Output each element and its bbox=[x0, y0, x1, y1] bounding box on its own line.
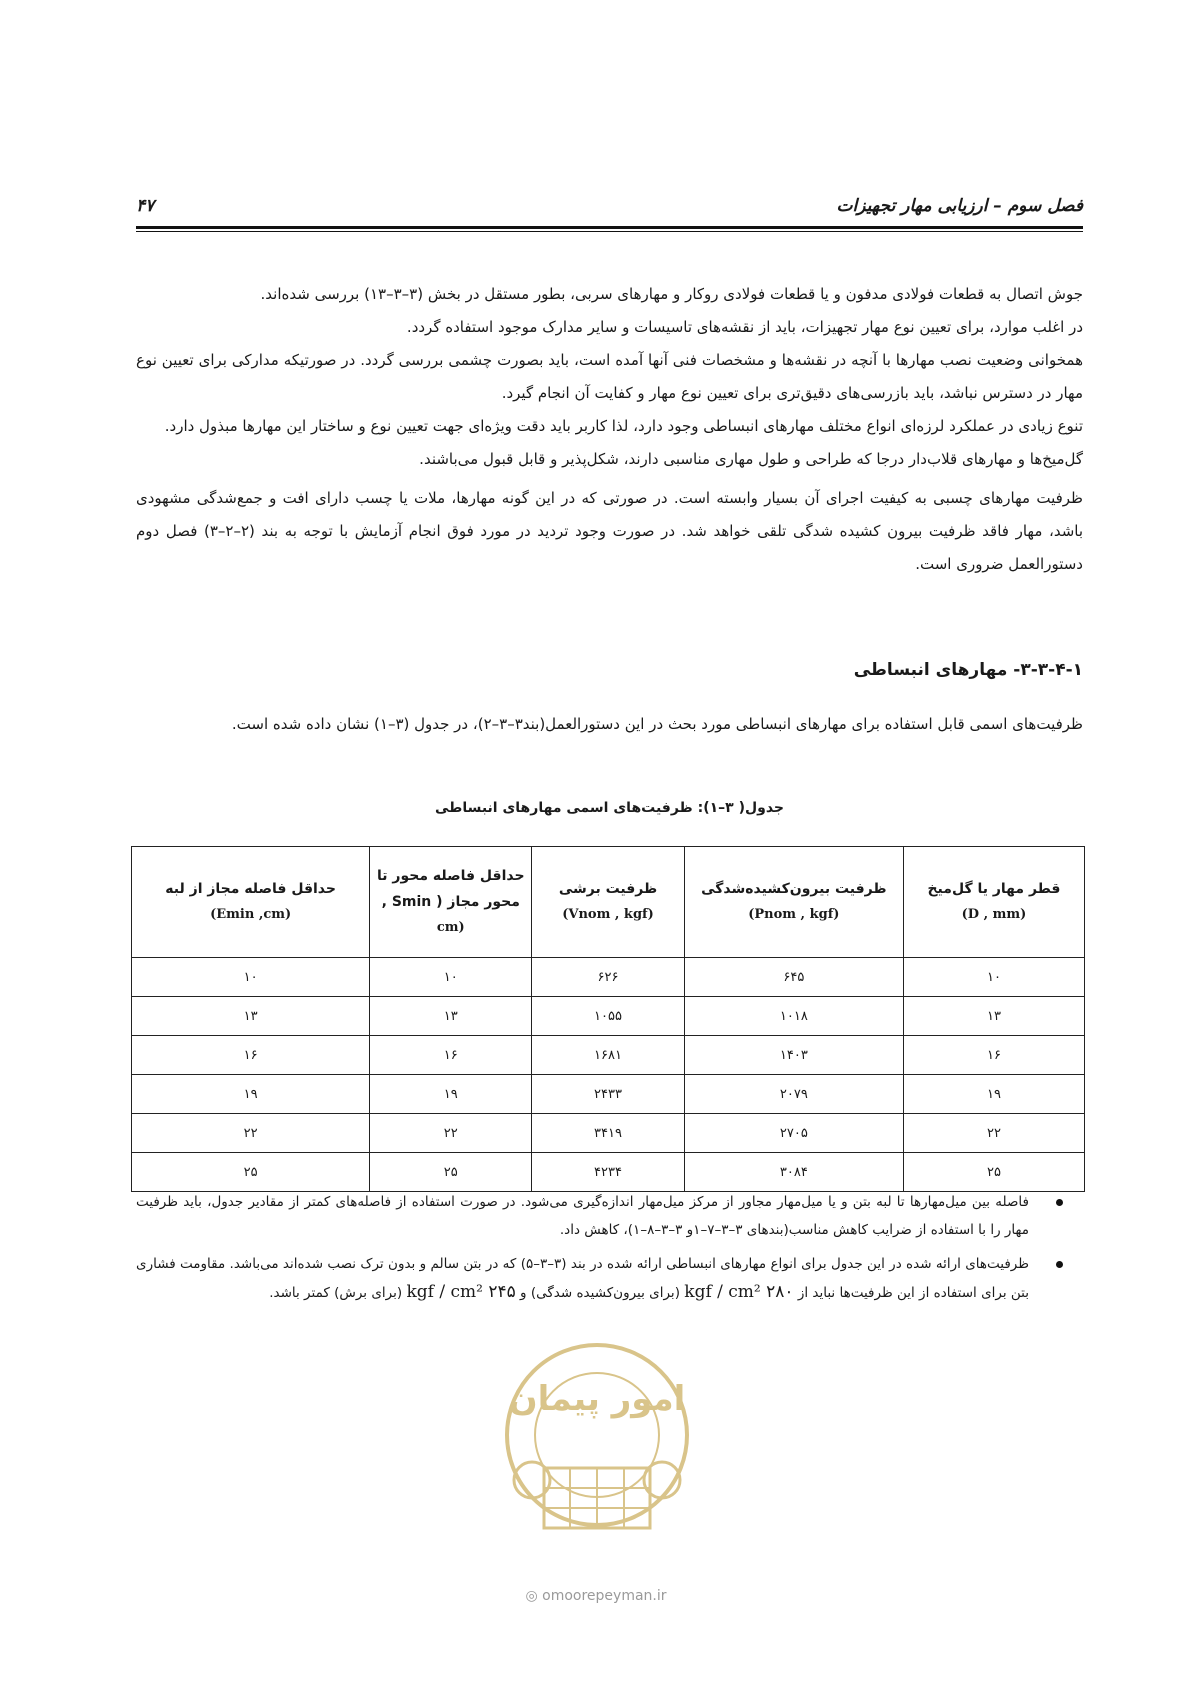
header-unit: (D , mm) bbox=[961, 907, 1027, 922]
table-cell: ۱۹ bbox=[903, 1075, 1084, 1114]
watermark-logo bbox=[492, 1330, 702, 1550]
table-row bbox=[132, 1075, 1085, 1114]
chapter-title: فصل سوم – ارزیابی مهار تجهیزات bbox=[836, 196, 1083, 216]
table-cell: ۲۷۰۵ bbox=[684, 1114, 903, 1153]
paragraph: در اغلب موارد، برای تعیین نوع مهار تجهیزات، باید از نقشه‌های تاسیسات و سایر مدارک موجود استفاده گردد. bbox=[406, 318, 1083, 336]
table-cell: ۱۳ bbox=[370, 997, 532, 1036]
table-cell: ۲۰۷۹ bbox=[684, 1075, 903, 1114]
paragraph: ظرفیت‌های اسمی قابل استفاده برای مهارهای انبساطی مورد بحث در این دستورالعمل(بند۳–۳–۲)، در جدول (۳–۱) نشان داده شده است. bbox=[231, 715, 1083, 733]
bullet-icon bbox=[1056, 1261, 1063, 1268]
paragraph: گل‌میخ‌ها و مهارهای قلاب‌دار درجا که طراحی و طول مهاری مناسبی دارند، شکل‌پذیر و قابل قبول می‌باشند. bbox=[419, 450, 1083, 468]
section-heading: ۳-۳-۴-۱- مهارهای انبساطی bbox=[853, 660, 1083, 680]
table-row bbox=[132, 1153, 1085, 1192]
table-cell: ۱۶۸۱ bbox=[532, 1036, 684, 1075]
table-row bbox=[132, 1036, 1085, 1075]
page-header bbox=[136, 192, 1083, 228]
table-cell: ۱۶ bbox=[132, 1036, 370, 1075]
table-cell: ۱۰ bbox=[132, 958, 370, 997]
table-cell: ۲۴۳۳ bbox=[532, 1075, 684, 1114]
table-cell: ۱۰۵۵ bbox=[532, 997, 684, 1036]
watermark-logo-text: امور پیمان bbox=[508, 1379, 686, 1419]
header-label: حداقل فاصله مجاز از لبه bbox=[165, 881, 336, 897]
header-unit: (Emin ,cm) bbox=[210, 907, 292, 922]
table-notes bbox=[136, 1188, 1083, 1313]
body-text bbox=[136, 278, 1083, 581]
watermark-site bbox=[496, 1588, 696, 1604]
table-cell: ۲۲ bbox=[370, 1114, 532, 1153]
watermark-seal-icon bbox=[507, 1345, 687, 1528]
table-cell: ۱۳ bbox=[903, 997, 1084, 1036]
table-cell: ۲۵ bbox=[903, 1153, 1084, 1192]
table-row bbox=[132, 997, 1085, 1036]
header-label: قطر مهار یا گل‌میخ bbox=[927, 881, 1061, 897]
paragraph: جوش اتصال به قطعات فولادی مدفون و یا قطعات فولادی روکار و مهارهای سربی، بطور مستقل در بخش (۳–۳–۱۳) بررسی شده‌اند. bbox=[260, 285, 1083, 303]
table-cell: ۶۴۵ bbox=[684, 958, 903, 997]
table-caption: جدول( ۳–۱): ظرفیت‌های اسمی مهارهای انبساطی bbox=[434, 800, 785, 816]
header-unit: (Vnom , kgf) bbox=[562, 907, 654, 922]
table-cell: ۱۴۰۳ bbox=[684, 1036, 903, 1075]
header-rule-thick bbox=[136, 226, 1083, 229]
table-cell: ۱۰۱۸ bbox=[684, 997, 903, 1036]
globe-icon: ◎ bbox=[525, 1588, 538, 1604]
table-cell: ۱۹ bbox=[132, 1075, 370, 1114]
header-unit: (Pnom , kgf) bbox=[748, 907, 840, 922]
header-unit: (cm bbox=[436, 920, 465, 935]
header-edge-distance bbox=[132, 847, 370, 958]
watermark-url: omoorepeyman.ir bbox=[542, 1588, 667, 1604]
table-cell: ۴۲۳۴ bbox=[532, 1153, 684, 1192]
header-rule-thin bbox=[136, 231, 1083, 232]
page-number: ۴۷ bbox=[136, 196, 155, 216]
table-cell: ۲۵ bbox=[132, 1153, 370, 1192]
table-cell: ۱۹ bbox=[370, 1075, 532, 1114]
paragraph: همخوانی وضعیت نصب مهارها با آنچه در نقشه‌ها و مشخصات فنی آنها آمده است، باید بصورت چشمی بررسی گردد. در صورتیکه مدارکی برای تعیین نوع مهار در دسترس نباشد، باید بازرسی‌های دقیق‌تری برای تعیین نوع مهار و کفایت آن انجام گیرد. bbox=[136, 351, 1083, 402]
table-row bbox=[132, 958, 1085, 997]
table-cell: ۲۲ bbox=[132, 1114, 370, 1153]
header-shear bbox=[532, 847, 684, 958]
header-diameter bbox=[903, 847, 1084, 958]
table-row bbox=[132, 1114, 1085, 1153]
list-item bbox=[136, 1188, 1083, 1244]
table-cell: ۱۰ bbox=[370, 958, 532, 997]
table-cell: ۱۳ bbox=[132, 997, 370, 1036]
note-text: (برای برش) کمتر باشد. bbox=[269, 1285, 403, 1301]
shear-strength-value: ۲۴۵ kgf / cm² bbox=[406, 1282, 516, 1302]
table-header-row bbox=[132, 847, 1085, 958]
table-cell: ۲۵ bbox=[370, 1153, 532, 1192]
table-cell: ۱۰ bbox=[903, 958, 1084, 997]
header-label: ظرفیت برشی bbox=[558, 881, 658, 897]
table-cell: ۳۴۱۹ bbox=[532, 1114, 684, 1153]
paragraph: ظرفیت مهارهای چسبی به کیفیت اجرای آن بسیار وابسته است. در صورتی که در این گونه مهارها، ملات یا چسب دارای افت و جمع‌شدگی مشهودی باشد، مهار فاقد ظرفیت بیرون کشیده شدگی تلقی خواهد شد. در صورت وجود تردید در مورد فوق انجام آزمایش با توجه به بند (۲–۲–۳) فصل دوم دستورالعمل ضروری است. bbox=[136, 489, 1084, 573]
bullet-icon bbox=[1056, 1199, 1063, 1206]
header-pullout bbox=[684, 847, 903, 958]
table-cell: ۶۲۶ bbox=[532, 958, 684, 997]
note-text: ظرفیت‌های ارائه شده در این جدول برای انواع مهارهای انبساطی ارائه شده در بند (۳–۳–۵) که در بتن سالم و بدون ترک نصب شده‌اند می‌باشد. مقاومت فشاری بتن برای استفاده از این ظرفیت‌ها نباید از bbox=[136, 1256, 1029, 1301]
section-intro bbox=[136, 708, 1083, 741]
table-cell: ۳۰۸۴ bbox=[684, 1153, 903, 1192]
paragraph: تنوع زیادی در عملکرد لرزه‌ای انواع مختلف مهارهای انبساطی وجود دارد، لذا کاربر باید دقت ویژه‌ای جهت تعیین نوع و ساختار این مهارها مبذول دارد. bbox=[164, 417, 1083, 435]
table-cell: ۱۶ bbox=[903, 1036, 1084, 1075]
note-text: (برای بیرون‌کشیده شدگی) و bbox=[520, 1285, 680, 1301]
capacity-table bbox=[131, 846, 1085, 1192]
note-text: فاصله بین میل‌مهارها تا لبه بتن و یا میل‌مهار مجاور از مرکز میل‌مهار اندازه‌گیری می‌شود. در صورت استفاده از فاصله‌های کمتر از مقادیر جدول، باید ظرفیت مهار را با استفاده از ضرایب کاهش مناسب(بندهای ۳–۳–۷–۱و ۳–۳–۸–۱)، کاهش داد. bbox=[136, 1194, 1029, 1238]
pullout-strength-value: ۲۸۰ kgf / cm² bbox=[684, 1282, 794, 1302]
header-label: ظرفیت بیرون‌کشیده‌شدگی bbox=[701, 881, 887, 897]
list-item bbox=[136, 1250, 1083, 1307]
header-spacing bbox=[370, 847, 532, 958]
table-cell: ۲۲ bbox=[903, 1114, 1084, 1153]
table-cell: ۱۶ bbox=[370, 1036, 532, 1075]
header-label: حداقل فاصله محور تا محور مجاز ( Smin , bbox=[377, 868, 525, 910]
